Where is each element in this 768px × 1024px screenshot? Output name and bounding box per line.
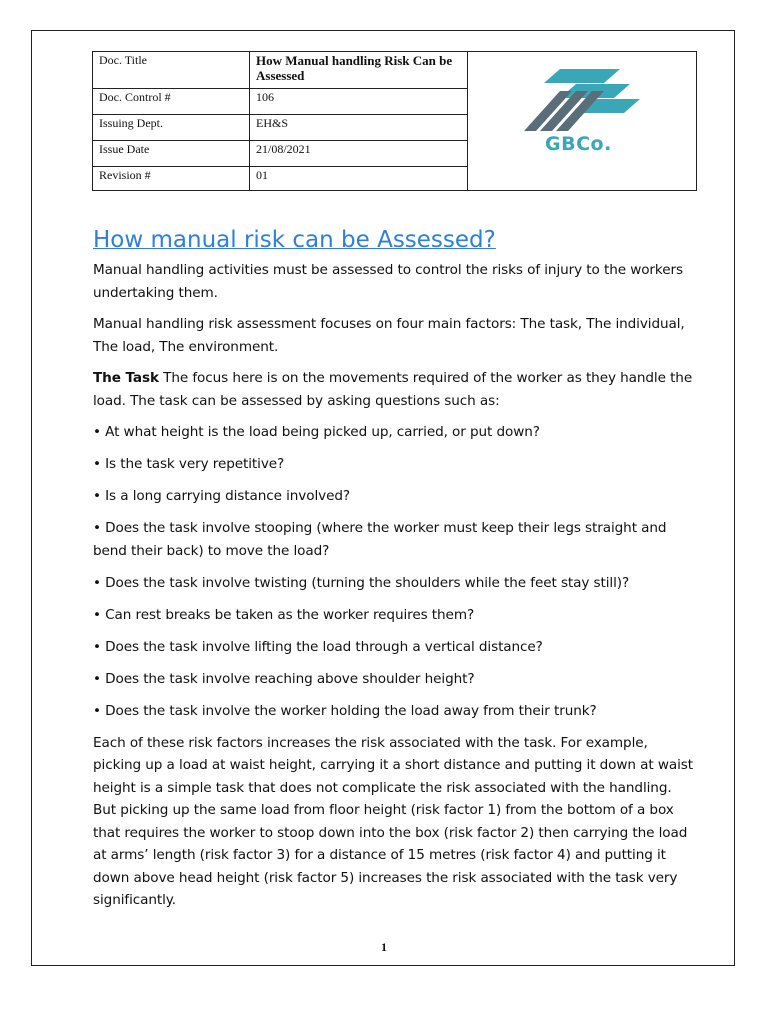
- doc-title-value: How Manual handling Risk Can be Assessed: [250, 52, 468, 89]
- list-item: • Does the task involve reaching above shoulder height?: [93, 670, 475, 687]
- task-label: The Task: [93, 370, 159, 386]
- logo-cell: [468, 52, 697, 191]
- logo-stripes-icon: [474, 53, 690, 188]
- issue-date-value: 21/08/2021: [250, 141, 468, 167]
- revision-value: 01: [250, 167, 468, 191]
- list-item: • Does the task involve lifting the load through a vertical distance?: [93, 638, 543, 655]
- list-item: • Is a long carrying distance involved?: [93, 488, 350, 504]
- task-text: The focus here is on the movements required of the worker as they handle the load. The task can be assessed by asking questions such as:: [93, 370, 693, 409]
- list-item: • Does the task involve the worker holding the load away from their trunk?: [93, 702, 597, 719]
- document-body: [93, 225, 693, 921]
- list-item: • At what height is the load being picked up, carried, or put down?: [93, 424, 540, 440]
- page-title: How manual risk can be Assessed?: [93, 227, 496, 253]
- logo-wordmark: GBCo.: [545, 133, 612, 155]
- table-row: [93, 52, 697, 89]
- list-item: • Does the task involve stooping (where the worker must keep their legs straight and bend their back) to move the load?: [93, 520, 667, 559]
- list-item: • Is the task very repetitive?: [93, 456, 285, 472]
- doc-control-label: Doc. Control #: [93, 89, 250, 115]
- issuing-dept-label: Issuing Dept.: [93, 115, 250, 141]
- document-control-table: [92, 51, 697, 191]
- list-item: • Does the task involve twisting (turning the shoulders while the feet stay still)?: [93, 574, 630, 591]
- page-number: 1: [381, 940, 387, 954]
- issue-date-label: Issue Date: [93, 141, 250, 167]
- task-paragraph: [93, 367, 693, 412]
- list-item: • Can rest breaks be taken as the worker requires them?: [93, 606, 475, 623]
- doc-control-value: 106: [250, 89, 468, 115]
- issuing-dept-value: EH&S: [250, 115, 468, 141]
- company-logo: [474, 53, 690, 188]
- summary-paragraph: Each of these risk factors increases the risk associated with the task. For example, picking up a load at waist height, carrying it a short distance and putting it down at waist height is a simple task that does not complicate the risk associated with the handling. But picking up the same load from floor height (risk factor 1) from the bottom of a box that requires the worker to stoop down into the box (risk factor 2) then carrying the load at arms’ length (risk factor 3) for a distance of 15 metres (risk factor 4) and putting it down above head height (risk factor 5) increases the risk associated with the task very significantly.: [93, 734, 693, 908]
- factors-paragraph: Manual handling risk assessment focuses on four main factors: The task, The individual, The load, The environment.: [93, 316, 685, 355]
- revision-label: Revision #: [93, 167, 250, 191]
- intro-paragraph: Manual handling activities must be assessed to control the risks of injury to the workers undertaking them.: [93, 262, 683, 301]
- doc-title-label: Doc. Title: [93, 52, 250, 89]
